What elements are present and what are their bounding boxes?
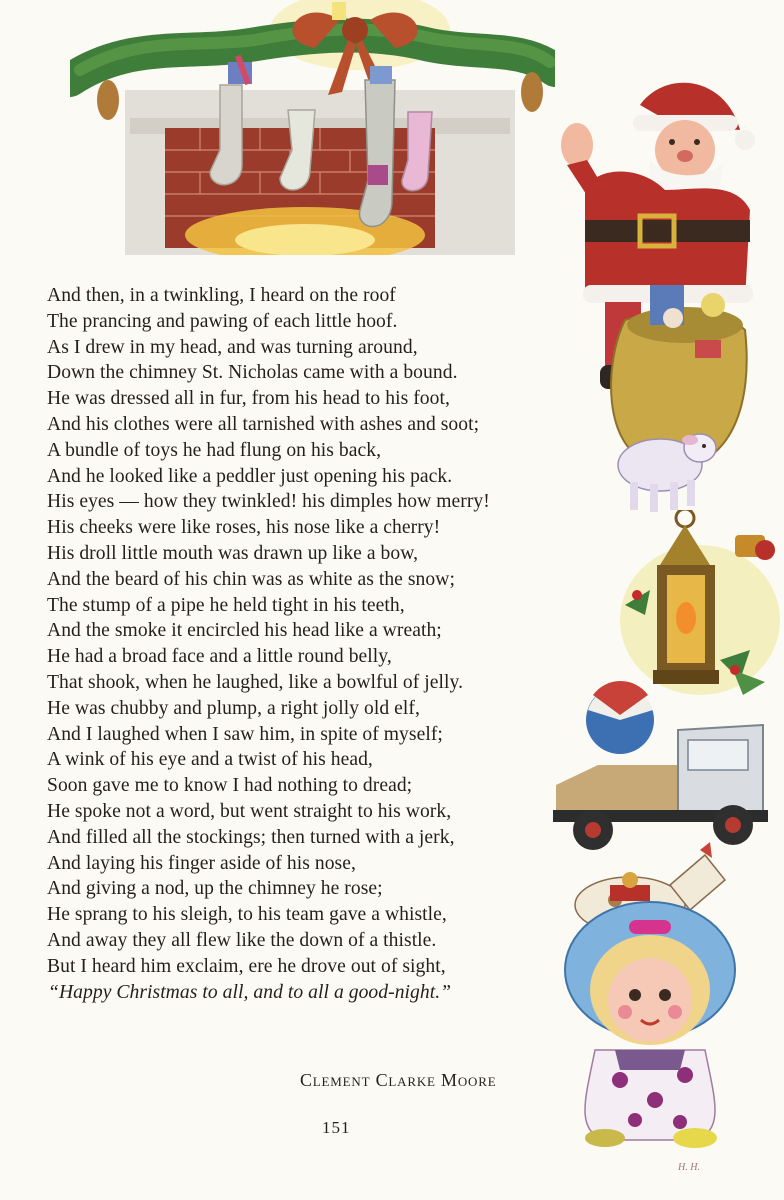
poem-line: He was chubby and plump, a right jolly old elf, [47, 697, 420, 719]
poem-line: And away they all flew like the down of a thistle. [47, 929, 437, 951]
poem-line: That shook, when he laughed, like a bowlful of jelly. [47, 671, 464, 693]
poem-line: The prancing and pawing of each little hoof. [47, 310, 398, 332]
poem-text [47, 283, 587, 1005]
poem-line: And the smoke it encircled his head like a wreath; [47, 620, 442, 642]
poem-line: He sprang to his sleigh, to his team gave a whistle, [47, 904, 447, 926]
poem-closing-line: “Happy Christmas to all, and to all a good-night.” [48, 981, 452, 1003]
poem-line: Down the chimney St. Nicholas came with a bound. [47, 362, 458, 384]
poem-line: He was dressed all in fur, from his head to his foot, [47, 388, 450, 410]
poem-line: And I laughed when I saw him, in spite of myself; [47, 723, 443, 745]
poem-line: A bundle of toys he had flung on his back, [47, 439, 382, 461]
toy-lamb-illustration [605, 410, 725, 520]
poem-line: The stump of a pipe he held tight in his teeth, [47, 594, 405, 616]
poem-line: And laying his finger aside of his nose, [47, 852, 356, 874]
author-name: Clement Clarke Moore [300, 1070, 497, 1090]
artist-initials: H. H. [678, 1162, 700, 1173]
poem-line: As I drew in my head, and was turning around, [47, 336, 418, 358]
poem-line: And his clothes were all tarnished with ashes and soot; [47, 413, 480, 435]
poem-line: He spoke not a word, but went straight to his work, [47, 800, 452, 822]
poem-line: And then, in a twinkling, I heard on the roof [47, 285, 396, 306]
poem-line: And giving a nod, up the chimney he rose; [47, 878, 383, 900]
poem-line: But I heard him exclaim, ere he drove out of sight, [47, 955, 446, 977]
poem-line: And filled all the stockings; then turned with a jerk, [47, 826, 455, 848]
fireplace-stockings-illustration [70, 0, 555, 255]
poem-line: His cheeks were like roses, his nose like a cherry! [47, 517, 441, 539]
poem-line: His droll little mouth was drawn up like a bow, [47, 542, 419, 564]
poem-line: Soon gave me to know I had nothing to dread; [47, 775, 413, 797]
poem-line: And the beard of his chin was as white as the snow; [47, 568, 455, 590]
poem-line: His eyes — how they twinkled! his dimples how merry! [47, 491, 490, 513]
poem-line: He had a broad face and a little round belly, [47, 646, 392, 668]
poem-line: And he looked like a peddler just opening his pack. [47, 465, 453, 487]
poem-line: A wink of his eye and a twist of his head, [47, 749, 373, 771]
page-number: 151 [322, 1118, 351, 1137]
